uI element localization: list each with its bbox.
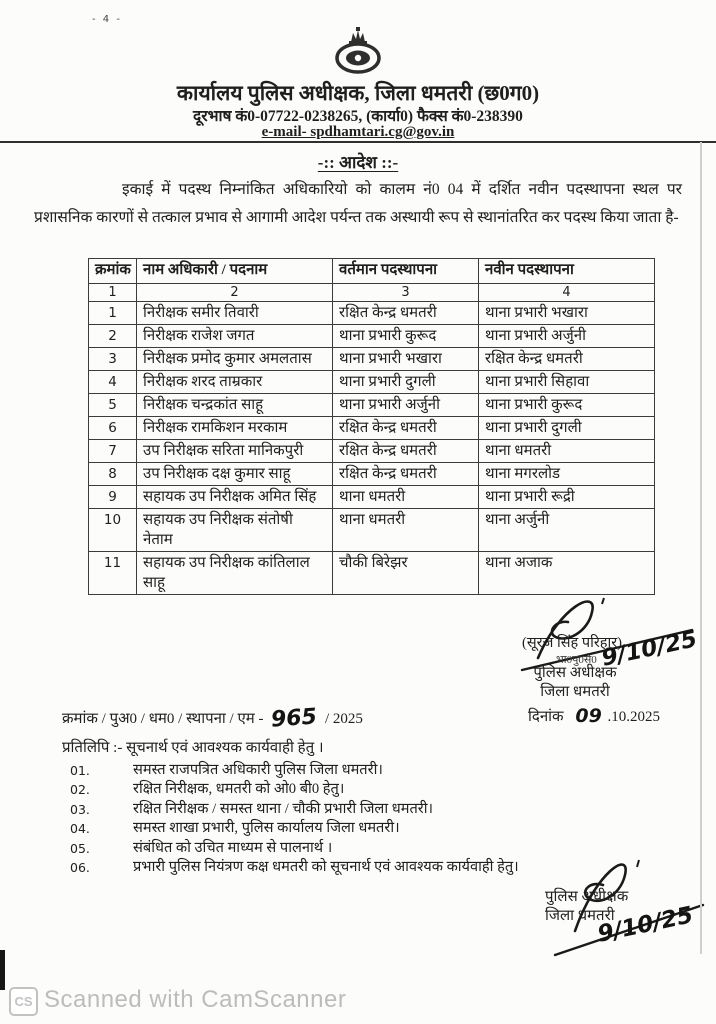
cell-officer-name: सहायक उप निरीक्षक अमित सिंह (137, 486, 333, 509)
email-line: e-mail- spdhamtari.cg@gov.in (261, 124, 455, 140)
col-header-new-posting: नवीन पदस्थापना (479, 259, 655, 284)
cell-serial: 4 (89, 371, 137, 394)
col-header-name: नाम अधिकारी / पदनाम (137, 259, 333, 284)
cell-officer-name: निरीक्षक राजेश जगत (137, 325, 333, 348)
cell-new-posting: थाना अर्जुनी (479, 509, 655, 552)
cell-current-posting: थाना प्रभारी कुरूद (333, 325, 479, 348)
table-row (89, 509, 655, 552)
signatory-district: जिला धमतरी (540, 684, 610, 700)
date-line (528, 704, 660, 726)
cell-new-posting: थाना धमतरी (479, 440, 655, 463)
scan-edge-artifact (0, 950, 5, 990)
copy-list-item (70, 780, 670, 799)
camscanner-badge-icon: CS (9, 987, 38, 1016)
cell-new-posting: थाना प्रभारी भखारा (479, 302, 655, 325)
cell-new-posting: थाना प्रभारी रूद्री (479, 486, 655, 509)
copy-item-text: रक्षित निरीक्षक / समस्त थाना / चौकी प्रभारी जिला धमतरी। (133, 800, 434, 817)
cell-serial: 11 (89, 552, 137, 595)
cell-current-posting: चौकी बिरेझर (333, 552, 479, 595)
table-row (89, 394, 655, 417)
scan-right-shadow (700, 142, 702, 954)
bottom-signatory-designation: पुलिस अधीक्षक (545, 889, 629, 905)
transfer-table (88, 258, 655, 595)
cell-serial: 8 (89, 463, 137, 486)
signatory-service: भा0पु0से0 (556, 654, 597, 666)
copy-item-number: 06. (70, 860, 90, 876)
cell-new-posting: थाना प्रभारी सिहावा (479, 371, 655, 394)
table-row (89, 463, 655, 486)
cell-officer-name: सहायक उप निरीक्षक संतोषी नेताम (137, 509, 333, 552)
cell-current-posting: थाना धमतरी (333, 486, 479, 509)
cell-serial: 3 (89, 348, 137, 371)
column-number-row (89, 284, 655, 302)
copy-item-number: 05. (70, 840, 90, 856)
police-crest-icon (331, 26, 385, 78)
cell-officer-name: निरीक्षक चन्द्रकांत साहू (137, 394, 333, 417)
cell-new-posting: रक्षित केन्द्र धमतरी (479, 348, 655, 371)
copy-list-item (70, 761, 670, 780)
cell-current-posting: थाना धमतरी (333, 509, 479, 552)
copy-item-text: समस्त राजपत्रित अधिकारी पुलिस जिला धमतरी। (133, 762, 383, 778)
copy-item-text: संबंधित को उचित माध्यम से पालनार्थ । (133, 839, 333, 856)
table-row (89, 302, 655, 325)
table-row (89, 325, 655, 348)
cell-new-posting: थाना मगरलोड (479, 463, 655, 486)
handwritten-date-top: 9/10/25 (599, 626, 700, 672)
cell-new-posting: थाना अजाक (479, 552, 655, 595)
cell-current-posting: रक्षित केन्द्र धमतरी (333, 302, 479, 325)
reference-number-line (62, 704, 363, 733)
page-number: - 4 - (92, 14, 122, 25)
bottom-signatory-district: जिला धमतरी (545, 908, 615, 924)
reference-label: क्रमांक / पुअ0 / धम0 / स्थापना / एम - (62, 711, 264, 727)
cell-current-posting: रक्षित केन्द्र धमतरी (333, 417, 479, 440)
cell-officer-name: सहायक उप निरीक्षक कांतिलाल साहू (137, 552, 333, 595)
phone-fax-line: दूरभाष कं0-07722-0238265, (कार्या0) फैक्स कं0-238390 (193, 108, 523, 125)
cell-current-posting: थाना प्रभारी भखारा (333, 348, 479, 371)
cell-current-posting: थाना प्रभारी अर्जुनी (333, 394, 479, 417)
cell-new-posting: थाना प्रभारी अर्जुनी (479, 325, 655, 348)
copy-item-number: 04. (70, 821, 90, 837)
date-suffix: .10.2025 (607, 709, 661, 725)
column-number: 2 (137, 284, 333, 302)
cell-serial: 9 (89, 486, 137, 509)
col-header-serial: क्रमांक (89, 259, 137, 284)
copy-item-text: प्रभारी पुलिस नियंत्रण कक्ष धमतरी को सूचनार्थ एवं आवश्यक कार्यवाही हेतु। (133, 859, 519, 876)
col-header-current-posting: वर्तमान पदस्थापना (333, 259, 479, 284)
cell-officer-name: निरीक्षक समीर तिवारी (137, 302, 333, 325)
office-name: कार्यालय पुलिस अधीक्षक, जिला धमतरी (छ0ग0) (176, 81, 540, 105)
date-label: दिनांक (528, 709, 564, 725)
cell-officer-name: उप निरीक्षक सरिता मानिकपुरी (137, 440, 333, 463)
date-handwritten: 09 (575, 705, 602, 727)
cell-serial: 6 (89, 417, 137, 440)
cell-officer-name: उप निरीक्षक दक्ष कुमार साहू (137, 463, 333, 486)
copy-item-number: 01. (70, 763, 90, 778)
copy-item-number: 02. (70, 782, 90, 798)
cell-serial: 2 (89, 325, 137, 348)
column-number: 1 (89, 284, 137, 302)
cell-new-posting: थाना प्रभारी दुगली (479, 417, 655, 440)
signatory-designation: पुलिस अधीक्षक (533, 665, 617, 681)
reference-year: / 2025 (324, 711, 363, 727)
cell-current-posting: रक्षित केन्द्र धमतरी (333, 440, 479, 463)
copy-item-number: 03. (70, 801, 90, 817)
cell-serial: 10 (89, 509, 137, 552)
header-divider (0, 141, 716, 143)
cell-current-posting: थाना प्रभारी दुगली (333, 371, 479, 394)
signatory-name: (सूरज सिंह परिहार) (522, 635, 622, 651)
cell-serial: 7 (89, 440, 137, 463)
table-row (89, 486, 655, 509)
table-row (89, 371, 655, 394)
copies-heading: प्रतिलिपि :- सूचनार्थ एवं आवश्यक कार्यवाही हेतु । (62, 740, 324, 756)
cell-serial: 1 (89, 302, 137, 325)
column-number: 3 (333, 284, 479, 302)
camscanner-watermark-text: Scanned with CamScanner (44, 986, 347, 1013)
column-number: 4 (479, 284, 655, 302)
copy-list-item (70, 800, 670, 819)
table-row (89, 417, 655, 440)
cell-new-posting: थाना प्रभारी कुरूद (479, 394, 655, 417)
table-header-row (89, 259, 655, 284)
reference-number-handwritten: 965 (270, 704, 319, 733)
order-body-paragraph: इकाई में पदस्थ निम्नांकित अधिकारियो को कालम नं0 04 में दर्शित नवीन पदस्थापना स्थल पर प्रशासनिक कारणों से तत्काल प्रभाव से आगामी आदेश पर्यन्त तक अस्थायी रूप से स्थानांतरित कर पदस्थ किया जाता है- (34, 181, 682, 226)
cell-serial: 5 (89, 394, 137, 417)
table-row (89, 440, 655, 463)
cell-officer-name: निरीक्षक रामकिशन मरकाम (137, 417, 333, 440)
table-row (89, 348, 655, 371)
cell-officer-name: निरीक्षक प्रमोद कुमार अमलतास (137, 348, 333, 371)
copy-item-text: रक्षित निरीक्षक, धमतरी को ओ0 बी0 हेतु। (133, 781, 345, 798)
copy-item-text: समस्त शाखा प्रभारी, पुलिस कार्यालय जिला धमतरी। (133, 820, 400, 837)
copy-list-item (70, 819, 670, 838)
cell-officer-name: निरीक्षक शरद ताम्रकार (137, 371, 333, 394)
handwritten-date-bottom: 9/10/25 (595, 902, 696, 948)
cell-current-posting: रक्षित केन्द्र धमतरी (333, 463, 479, 486)
order-title: -:: आदेश ::- (317, 153, 399, 172)
